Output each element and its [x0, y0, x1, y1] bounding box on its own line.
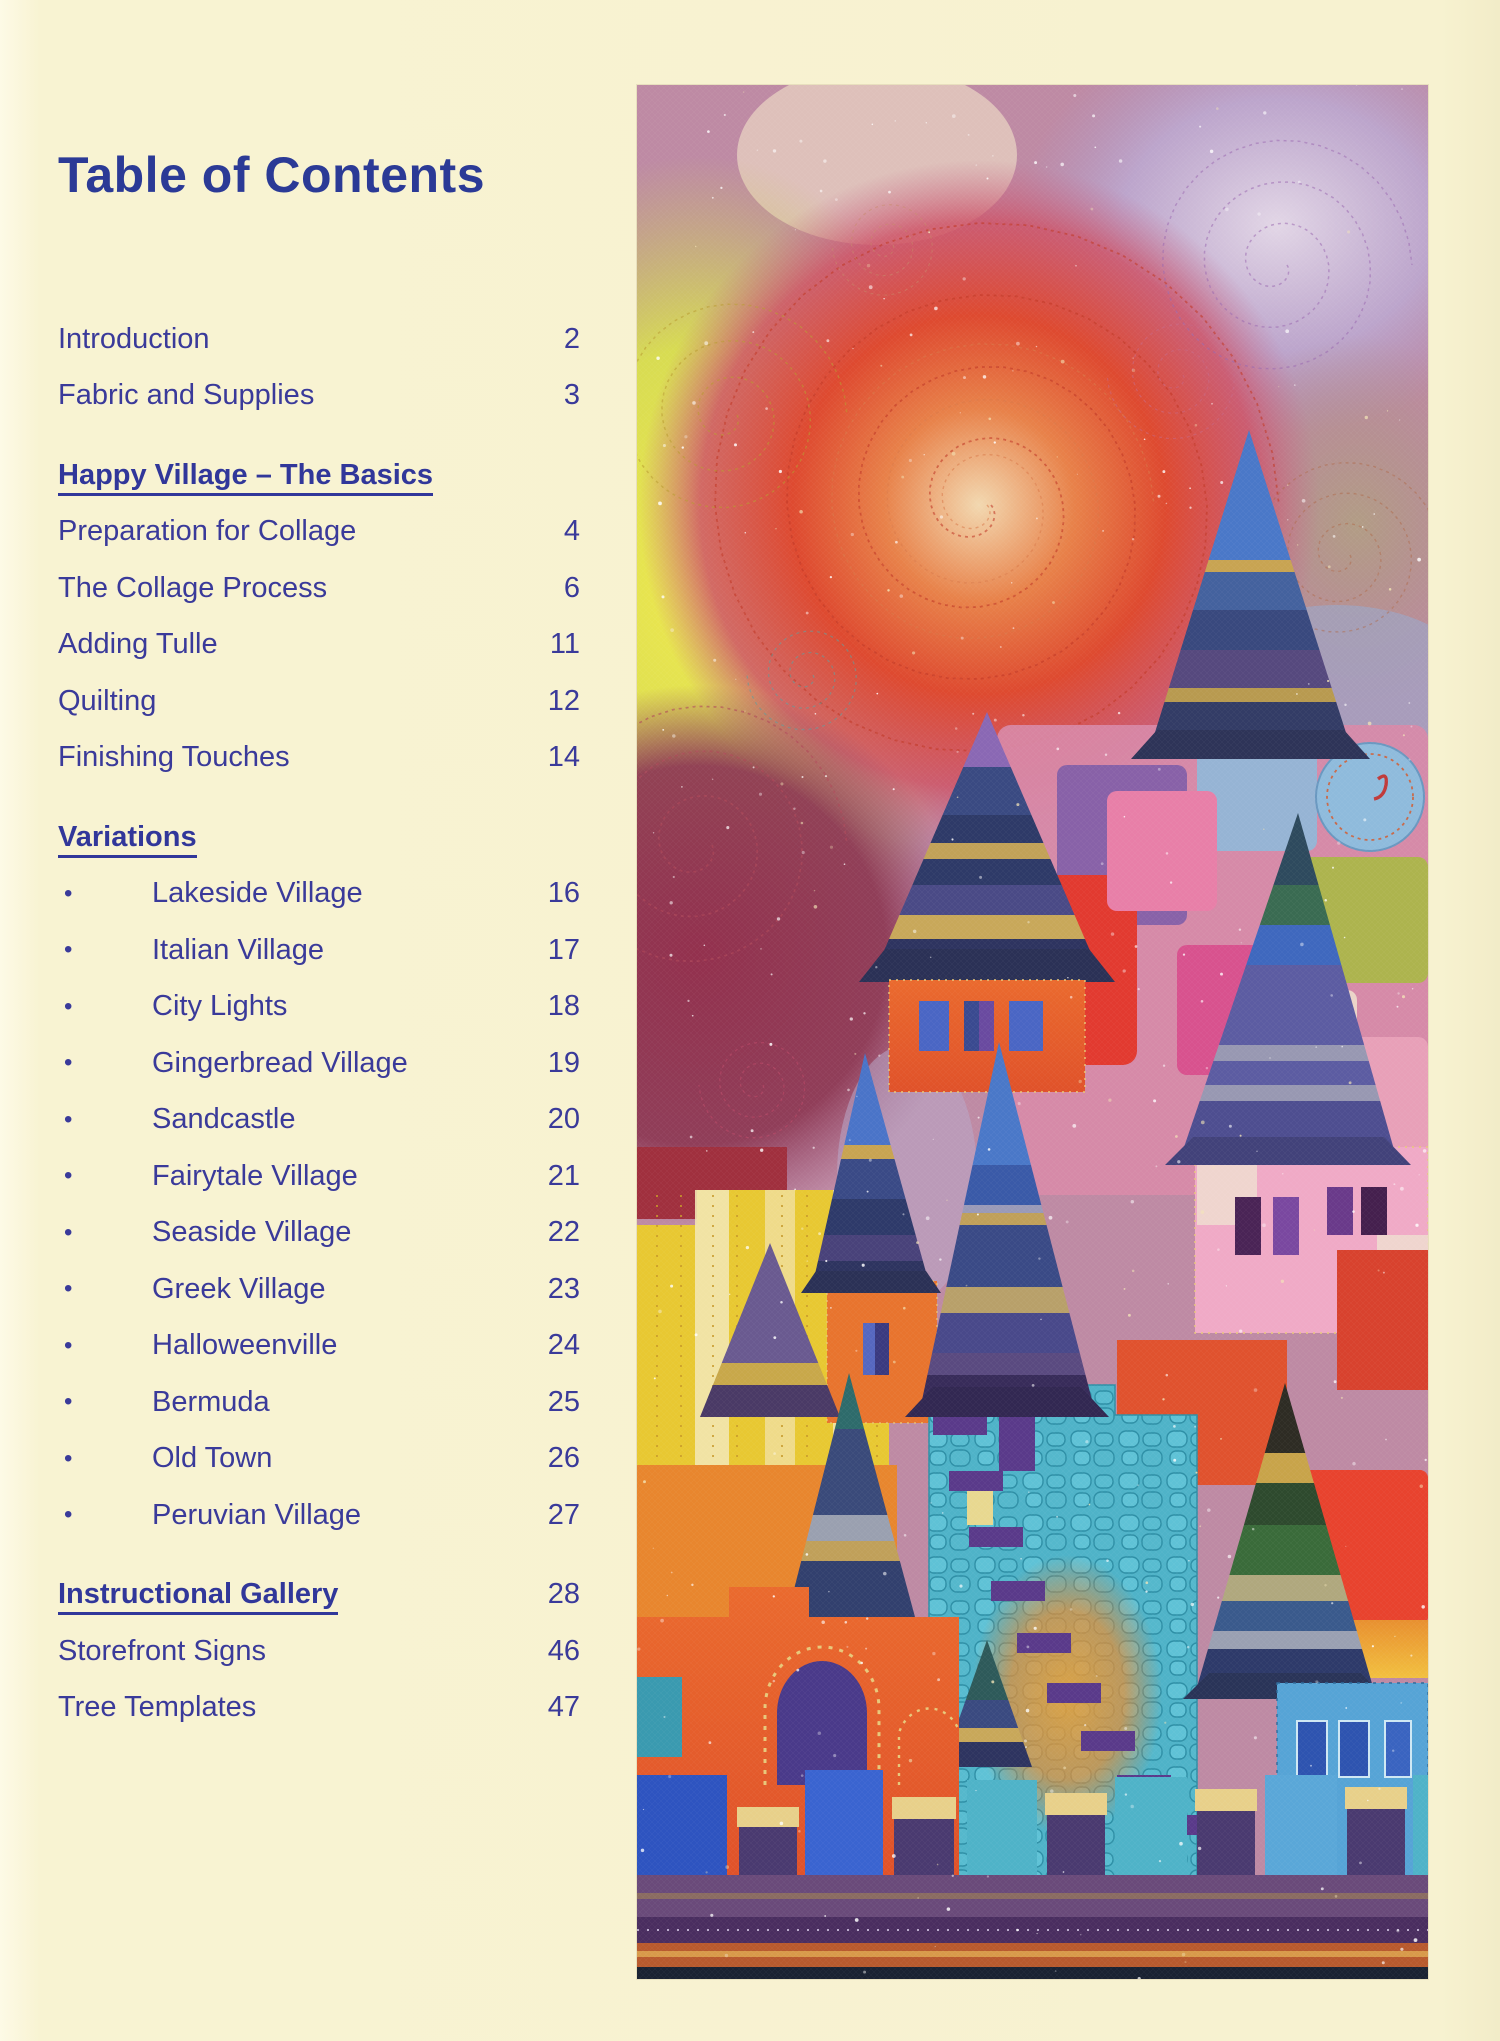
toc-entry: [58, 1261, 580, 1318]
toc-page-number: 47: [547, 1691, 580, 1724]
happy-village-quilt-artwork: [637, 85, 1428, 1979]
toc-entry: [58, 1035, 580, 1092]
toc-entry-label: Peruvian Village: [152, 1498, 362, 1531]
toc-entry-label: Old Town: [152, 1442, 273, 1475]
toc-entry: [58, 922, 580, 979]
toc-page-number: 3: [563, 379, 580, 412]
toc-section-heading-text: Variations: [58, 821, 197, 858]
toc-entry-label: City Lights: [152, 990, 288, 1023]
toc-entry-label: Fairytale Village: [152, 1159, 358, 1192]
toc-section-heading-text: Instructional Gallery: [58, 1578, 338, 1615]
toc-entry: [58, 1374, 580, 1431]
toc-page-number: 26: [547, 1442, 580, 1475]
toc-entry-label: Gingerbread Village: [152, 1046, 408, 1079]
toc-entry-label: Finishing Touches: [58, 741, 290, 774]
toc-entry: [58, 1431, 580, 1488]
bullet-icon: •: [64, 1501, 73, 1529]
toc-page-number: 25: [547, 1385, 580, 1418]
toc-page-number: 28: [547, 1578, 580, 1611]
toc-entry-label: Storefront Signs: [58, 1634, 266, 1667]
toc-entry: [58, 368, 580, 425]
toc-section-heading: [58, 459, 518, 492]
bullet-icon: •: [64, 1105, 73, 1133]
bullet-icon: •: [64, 1218, 73, 1246]
toc-entry-label: Halloweenville: [152, 1329, 338, 1362]
toc-entry: [58, 730, 580, 787]
toc-entry: [58, 866, 580, 923]
toc-page-number: 20: [547, 1103, 580, 1136]
toc-page-number: 4: [563, 515, 580, 548]
toc-entry-label: Introduction: [58, 322, 210, 355]
toc-entry: [58, 1680, 580, 1737]
toc-entry-label: Bermuda: [152, 1385, 270, 1418]
toc-page-number: 16: [547, 877, 580, 910]
toc-page-number: 17: [547, 933, 580, 966]
toc-entry-label: Seaside Village: [152, 1216, 352, 1249]
toc-entry: [58, 809, 580, 866]
toc-entry-label: Italian Village: [152, 933, 324, 966]
toc-page-number: 46: [547, 1634, 580, 1667]
toc-entry-label: Fabric and Supplies: [58, 379, 315, 412]
toc-page-number: 11: [549, 628, 580, 661]
toc-entry-label: Quilting: [58, 684, 157, 717]
toc-page-number: 24: [547, 1329, 580, 1362]
toc-section-heading: [58, 821, 518, 854]
toc-entry: [58, 504, 580, 561]
toc-entry: [58, 1318, 580, 1375]
bullet-icon: •: [64, 992, 73, 1020]
toc-entry-label: Greek Village: [152, 1272, 326, 1305]
toc-section-heading-text: Happy Village – The Basics: [58, 459, 433, 496]
toc-page-number: 6: [563, 571, 580, 604]
toc-entry-label: Preparation for Collage: [58, 515, 357, 548]
bullet-icon: •: [64, 1049, 73, 1077]
toc-page-number: 23: [547, 1272, 580, 1305]
bullet-icon: •: [64, 1162, 73, 1190]
page-title: Table of Contents: [58, 146, 486, 203]
toc-entry: [58, 1487, 580, 1544]
toc-entry: [58, 1205, 580, 1262]
toc-entry: [58, 1623, 580, 1680]
toc-entry-label: Lakeside Village: [152, 877, 363, 910]
toc-entry: [58, 979, 580, 1036]
bullet-icon: •: [64, 936, 73, 964]
table-of-contents-list: [58, 311, 580, 1736]
toc-entry-label: Tree Templates: [58, 1691, 257, 1724]
toc-entry: [58, 1567, 580, 1624]
toc-page-number: 12: [547, 684, 580, 717]
bullet-icon: •: [64, 1388, 73, 1416]
toc-page-number: 21: [547, 1159, 580, 1192]
bullet-icon: •: [64, 879, 73, 907]
toc-section-heading: [58, 1578, 518, 1611]
toc-entry: [58, 311, 580, 368]
toc-entry: [58, 560, 580, 617]
toc-page-number: 14: [547, 741, 580, 774]
bullet-icon: •: [64, 1275, 73, 1303]
toc-entry: [58, 1148, 580, 1205]
toc-page-number: 22: [547, 1216, 580, 1249]
toc-page-number: 27: [547, 1498, 580, 1531]
toc-page-number: 19: [547, 1046, 580, 1079]
toc-entry: [58, 447, 580, 504]
toc-entry-label: The Collage Process: [58, 571, 328, 604]
toc-page-number: 18: [547, 990, 580, 1023]
toc-page-number: 2: [563, 322, 580, 355]
toc-entry-label: Sandcastle: [152, 1103, 296, 1136]
toc-entry: [58, 673, 580, 730]
toc-entry-label: Adding Tulle: [58, 628, 218, 661]
toc-entry: [58, 1092, 580, 1149]
bullet-icon: •: [64, 1331, 73, 1359]
bullet-icon: •: [64, 1444, 73, 1472]
toc-entry: [58, 617, 580, 674]
